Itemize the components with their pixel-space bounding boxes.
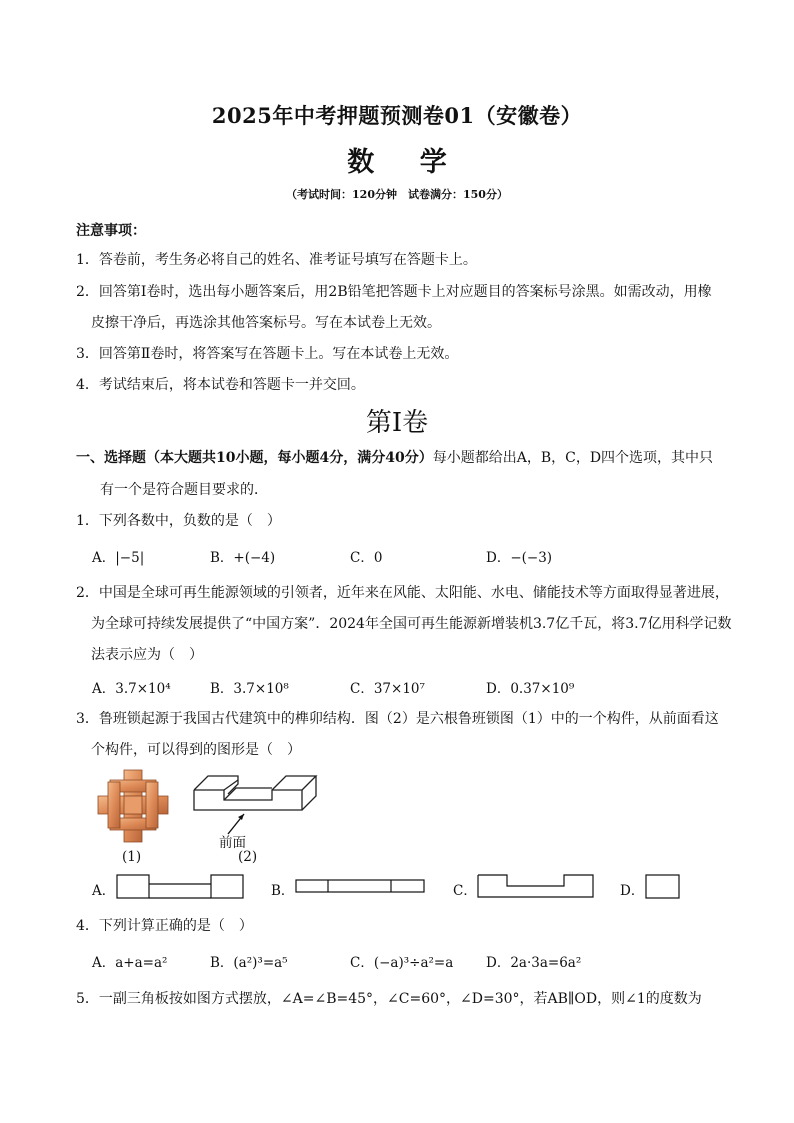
q3-option-c-shape xyxy=(477,874,595,898)
q1-option-a: A．|−5| xyxy=(92,550,145,566)
q2-line-3: 法表示应为（ ） xyxy=(91,647,203,663)
q2-line-1: 2．中国是全球可再生能源领域的引领者，近年来在风能、太阳能、水电、储能技术等方面取得显著进展， xyxy=(76,585,729,601)
note-item-4: 4．考试结束后，将本试卷和答题卡一并交回。 xyxy=(76,377,365,393)
part-label: 一、选择题（本大题共10小题，每小题4分，满分40分） xyxy=(76,450,433,466)
q3-option-d-shape xyxy=(645,874,681,900)
q3-option-b-shape xyxy=(295,879,425,893)
component-sketch xyxy=(188,770,324,842)
q2-line-2: 为全球可持续发展提供了“中国方案”．2024年全国可再生能源新增装机3.7亿千瓦，将3.7亿用科学记数 xyxy=(91,616,732,632)
q2-option-c: C．37×10⁷ xyxy=(350,681,425,697)
q3-option-a: A． xyxy=(92,883,116,899)
q1-option-c: C．0 xyxy=(350,550,383,566)
q3-option-a-shape xyxy=(116,874,244,900)
note-item-1: 1．答卷前，考生务必将自己的姓名、准考证号填写在答题卡上。 xyxy=(76,252,477,268)
q3-option-d: D． xyxy=(620,883,645,899)
exam-title: 2025年中考押题预测卷01（安徽卷） xyxy=(211,103,583,128)
q3-option-c: C． xyxy=(453,883,477,899)
note-item-3: 3．回答第Ⅱ卷时，将答案写在答题卡上。写在本试卷上无效。 xyxy=(76,346,459,362)
q4-option-d: D．2a·3a=6a² xyxy=(486,955,582,971)
q2-option-a: A．3.7×10⁴ xyxy=(92,681,171,697)
section-title: 第Ⅰ卷 xyxy=(365,408,429,438)
q4-option-a: A．a+a=a² xyxy=(92,955,168,971)
q4-option-b: B．(a²)³=a⁵ xyxy=(210,955,288,971)
part-desc: 每小题都给出A，B，C，D四个选项，其中只 xyxy=(432,450,714,466)
note-item-2-cont: 皮擦干净后，再选涂其他答案标号。写在本试卷上无效。 xyxy=(91,315,441,331)
subject-title: 数 学 xyxy=(347,147,465,178)
q3-line-2: 个构件，可以得到的图形是（ ） xyxy=(91,742,301,758)
q5-line-1: 5．一副三角板按如图方式摆放，∠A=∠B=45°，∠C=60°，∠D=30°，若AB∥OD，则∠1的度数为 xyxy=(76,991,702,1007)
q1-option-b: B．+(−4) xyxy=(210,550,276,566)
figure-2-label: (2) xyxy=(238,849,258,865)
q1-option-d: D．−(−3) xyxy=(486,550,553,566)
q3-option-b: B． xyxy=(271,883,295,899)
luban-lock-image xyxy=(96,768,170,844)
q2-option-d: D．0.37×10⁹ xyxy=(486,681,575,697)
q4-stem: 4．下列计算正确的是（ ） xyxy=(76,918,253,934)
part-desc-cont: 有一个是符合题目要求的． xyxy=(100,482,268,498)
q2-option-b: B．3.7×10⁸ xyxy=(210,681,289,697)
q3-line-1: 3．鲁班锁起源于我国古代建筑中的榫卯结构．图（2）是六根鲁班锁图（1）中的一个构件，从前面看这 xyxy=(76,711,719,727)
figure-1-label: (1) xyxy=(122,849,142,865)
part-heading xyxy=(76,447,713,467)
front-label: 前面 xyxy=(219,835,246,851)
notes-heading: 注意事项： xyxy=(76,223,146,239)
q1-stem: 1．下列各数中，负数的是（ ） xyxy=(76,513,281,529)
q4-option-c: C．(−a)³÷a²=a xyxy=(350,955,454,971)
note-item-2: 2．回答第Ⅰ卷时，选出每小题答案后，用2B铅笔把答题卡上对应题目的答案标号涂黑。如需改动，用橡 xyxy=(76,284,712,300)
exam-info: （考试时间：120分钟 试卷满分：150分） xyxy=(286,188,508,201)
